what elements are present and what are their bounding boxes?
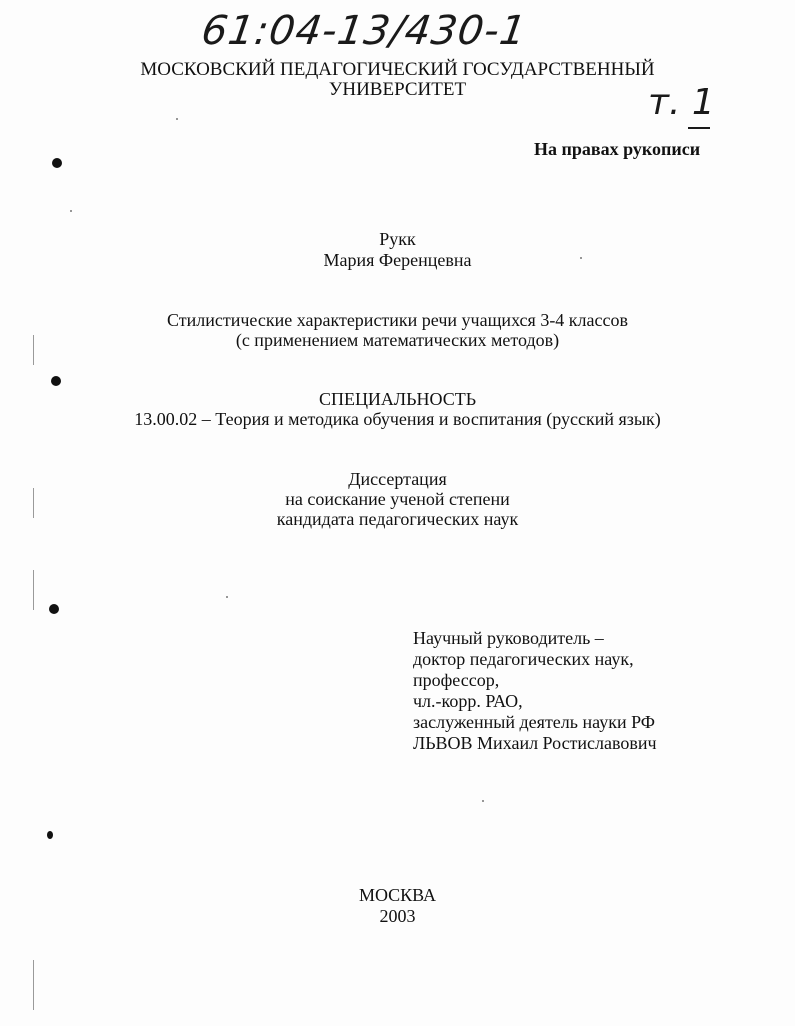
handwritten-volume-mark: т. 1	[648, 82, 715, 123]
volume-mark-underline	[688, 127, 710, 129]
advisor-line-1: Научный руководитель –	[413, 628, 604, 648]
scan-speck	[482, 800, 484, 802]
manuscript-rights-notice: На правах рукописи	[534, 139, 701, 159]
punch-hole-4	[47, 831, 53, 839]
advisor-line-5: заслуженный деятель науки РФ	[413, 712, 655, 732]
author-given-names: Мария Ференцевна	[323, 250, 472, 270]
scientific-advisor-block	[413, 628, 657, 754]
year: 2003	[379, 906, 416, 926]
advisor-line-3: профессор,	[413, 670, 500, 690]
specialty-code: 13.00.02 – Теория и методика обучения и воспитания (русский язык)	[134, 409, 661, 429]
university-name-line2: УНИВЕРСИТЕТ	[328, 79, 467, 100]
document-type: Диссертация	[348, 469, 447, 489]
handwritten-archive-code: 61:04-13/430-1	[198, 8, 530, 54]
advisor-line-2: доктор педагогических наук,	[413, 649, 634, 669]
scan-speck	[580, 257, 582, 259]
university-name-line1: МОСКОВСКИЙ ПЕДАГОГИЧЕСКИЙ ГОСУДАРСТВЕННЫЙ	[140, 59, 655, 80]
city: МОСКВА	[358, 885, 437, 905]
punch-hole-3	[49, 604, 59, 614]
advisor-line-6: ЛЬВОВ Михаил Ростиславович	[413, 733, 657, 753]
scan-speck	[70, 210, 72, 212]
specialty-heading: СПЕЦИАЛЬНОСТЬ	[318, 389, 477, 409]
degree-line2: кандидата педагогических наук	[276, 509, 519, 529]
scan-edge-mark-4	[33, 960, 34, 1010]
scan-edge-mark-3	[33, 570, 34, 610]
degree-line1: на соискание ученой степени	[285, 489, 510, 509]
punch-hole-2	[51, 376, 61, 386]
scan-edge-mark-2	[33, 488, 34, 518]
thesis-title-line1: Стилистические характеристики речи учащихся 3-4 классов	[166, 310, 629, 330]
advisor-line-4: чл.-корр. РАО,	[413, 691, 523, 711]
author-surname: Рукк	[379, 229, 416, 249]
thesis-title-line2: (с применением математических методов)	[235, 330, 560, 350]
scan-speck	[176, 118, 178, 120]
scan-edge-mark-1	[33, 335, 34, 365]
scan-speck	[226, 596, 228, 598]
punch-hole-1	[52, 158, 62, 168]
